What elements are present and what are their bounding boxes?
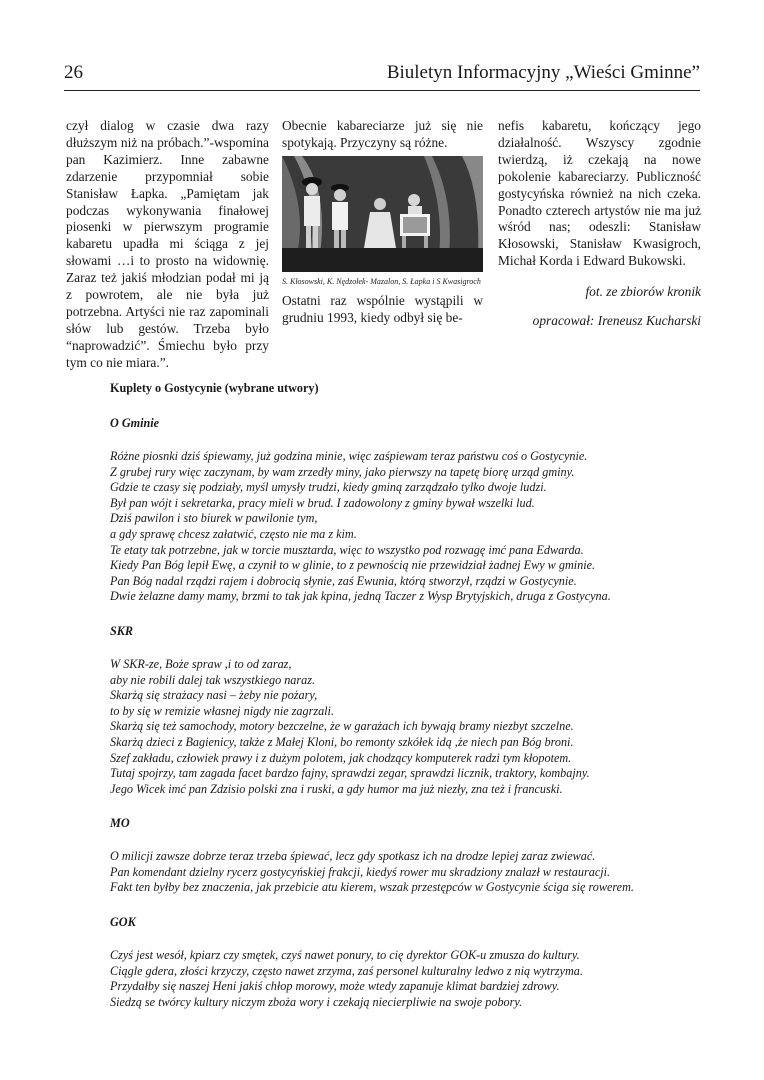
column-2-intro: Obecnie kabareciarze już się nie spotykają. Przyczyny są różne. — [282, 118, 483, 150]
verse-line: Skarżą się strażacy nasi – żeby nie pożary, — [110, 688, 318, 703]
column-3-text: nefis kabaretu, kończący jego działalność. Wszyscy zgodnie twierdzą, iż czekają na nowe pokolenie kabareciarzy. Publiczność gostycyńska również na nich czeka. Ponadto czterech artystów nie ma już wśród nas; odeszli: Stanisław Kłosowski, Stanisław Kwasigroch, Michał Korda i Edward Bukowski. — [498, 118, 701, 269]
song-title: MO — [110, 816, 130, 831]
song-title: GOK — [110, 915, 136, 930]
page-header — [64, 60, 700, 91]
cabaret-photo — [282, 156, 483, 272]
verse-line: Ciągle gdera, złości krzyczy, często nawet zrzyma, zaś personel kulturalny ledwo z nią wytrzyma. — [110, 963, 583, 978]
verse-line: Kiedy Pan Bóg lepił Ewę, a czynił to w glinie, to z pewnością nie przewidział żadnej Ewy w gminie. — [110, 558, 596, 573]
verse-line: Skarżą się też samochody, motory bezczelne, że w garażach ich bywają bramy niezbyt szczelne. — [110, 719, 574, 734]
verse-line: Gdzie te czasy się podziały, myśl umysły trudzi, kiedy gminą zarządzało tylko dwoje ludzi. — [110, 480, 547, 495]
article-column-3 — [498, 118, 701, 330]
verse-line: a gdy sprawę chcesz załatwić, często nie ma z kim. — [110, 526, 357, 541]
page-number: 26 — [64, 62, 83, 83]
songs-section — [110, 380, 670, 1028]
article-column-2 — [282, 118, 483, 327]
verse-line: Szef zakładu, człowiek prawy i z dużym polotem, jak chodzący komputerek radzi tym kłopotem. — [110, 750, 572, 765]
song-verse — [110, 657, 670, 797]
verse-line: to by się w remizie własnej nigdy nie zagrzali. — [110, 703, 334, 718]
verse-line: Tutaj spojrzy, tam zagada facet bardzo fajny, sprawdzi zegar, sprawdzi licznik, traktory, kombajny. — [110, 766, 590, 781]
verse-line: W SKR-ze, Boże spraw ,i to od zaraz, — [110, 656, 292, 671]
publication-title: Biuletyn Informacyjny „Wieści Gminne” — [386, 62, 700, 83]
song-title: O Gminie — [110, 416, 160, 430]
column-2-text: Ostatni raz wspólnie wystąpili w grudniu 1993, kiedy odbył się be- — [282, 292, 483, 325]
song-verse — [110, 849, 670, 896]
author-credit: opracował: Ireneusz Kucharski — [532, 313, 701, 329]
verse-line: Różne piosnki dziś śpiewamy, już godzina minie, więc zaśpiewam teraz państwu coś o Gostycynie. — [110, 449, 588, 463]
photo-credit: fot. ze zbiorów kronik — [585, 284, 701, 300]
song-verse — [110, 948, 670, 1010]
verse-line: Jego Wicek imć pan Zdzisio polski zna i ruski, a gdy humor ma już niezły, zna też i francuski. — [110, 781, 563, 796]
verse-line: Skarżą dzieci z Bagienicy, także z Małej Kloni, bo remonty szkółek idą ,że niech pan Bóg broni. — [110, 734, 574, 749]
verse-line: Te etaty tak potrzebne, jak w torcie musztarda, więc to wszystko pod rozwagę imć pana Edwarda. — [110, 542, 584, 557]
verse-line: Czyś jest wesół, kpiarz czy smętek, czyś nawet ponury, to cię dyrektor GOK-u zmusza do kultury. — [110, 948, 580, 963]
verse-line: Pan komendant dzielny rycerz gostycyńskiej frakcji, kiedyś rower mu skradziony znalazł w restauracji. — [110, 864, 611, 879]
verse-line: Siedzą se twórcy kultury niczym zboża wory i czekają niecierpliwie na swoje pobory. — [110, 994, 523, 1009]
verse-line: Dwie żelazne damy mamy, brzmi to tak jak kpina, jedną Taczer z Wysp Brytyjskich, druga z Gostycyna. — [110, 589, 611, 604]
verse-line: Fakt ten byłby bez znaczenia, jak przebicie atu kierem, wszak przestępców w Gostycynie ściga się rowerem. — [110, 880, 634, 895]
verse-line: aby nie robili dalej tak wszystkiego naraz. — [110, 672, 316, 687]
verse-line: O milicji zawsze dobrze teraz trzeba śpiewać, lecz gdy spotkasz ich na drodze lepiej zaraz zwiewać. — [110, 849, 596, 864]
songs-list — [110, 415, 670, 1010]
verse-line: Pan Bóg nadal rządzi rajem i dobrocią słynie, zaś Ewunia, którą stworzył, rządzi w Gostycynie. — [110, 573, 577, 588]
verse-line: Był pan wójt i sekretarka, pracy mieli w brud. I zadowolony z gminy bywał wszelki lud. — [110, 495, 535, 510]
column-1-text: czył dialog w czasie dwa razy dłuższym niż na próbach.”-wspomina pan Kazimierz. Inne zabawne zdarzenie przypomniał sobie Stanisław Łapka. „Pamiętam jak podczas wykonywania finałowej piosenki w pierwszym programie kabaretu upadła mi ściąga z jej słowami …i to prosto na widownię. Zaraz też jakiś młodzian podał mi ją z powrotem, ale nie była już potrzebna. Artyści nie raz zapominali słów lub gestów. Trzeba było “naprowadzić”. Śmiechu było przy tym co nie miara.”. — [66, 118, 269, 370]
song-title: SKR — [110, 623, 134, 638]
verse-line: Z grubej rury więc zaczynam, by wam zrzedły miny, jako pierwszy na tapetę biorę urząd gminy. — [110, 464, 575, 479]
songs-section-title: Kuplety o Gostycynie (wybrane utwory) — [110, 381, 319, 395]
cabaret-photo-image — [282, 156, 483, 272]
article-column-1 — [66, 118, 269, 372]
photo-caption: S. Kłosowski, K. Nędzołek- Mazalon, S. Łapka i S Kwasigroch — [282, 276, 481, 286]
song-verse — [110, 449, 670, 605]
verse-line: Dziś pawilon i sto biurek w pawilonie tym, — [110, 511, 318, 526]
verse-line: Przydałby się naszej Heni jakiś chłop morowy, może wtedy zapanuje klimat bardziej zdrowy. — [110, 979, 560, 994]
